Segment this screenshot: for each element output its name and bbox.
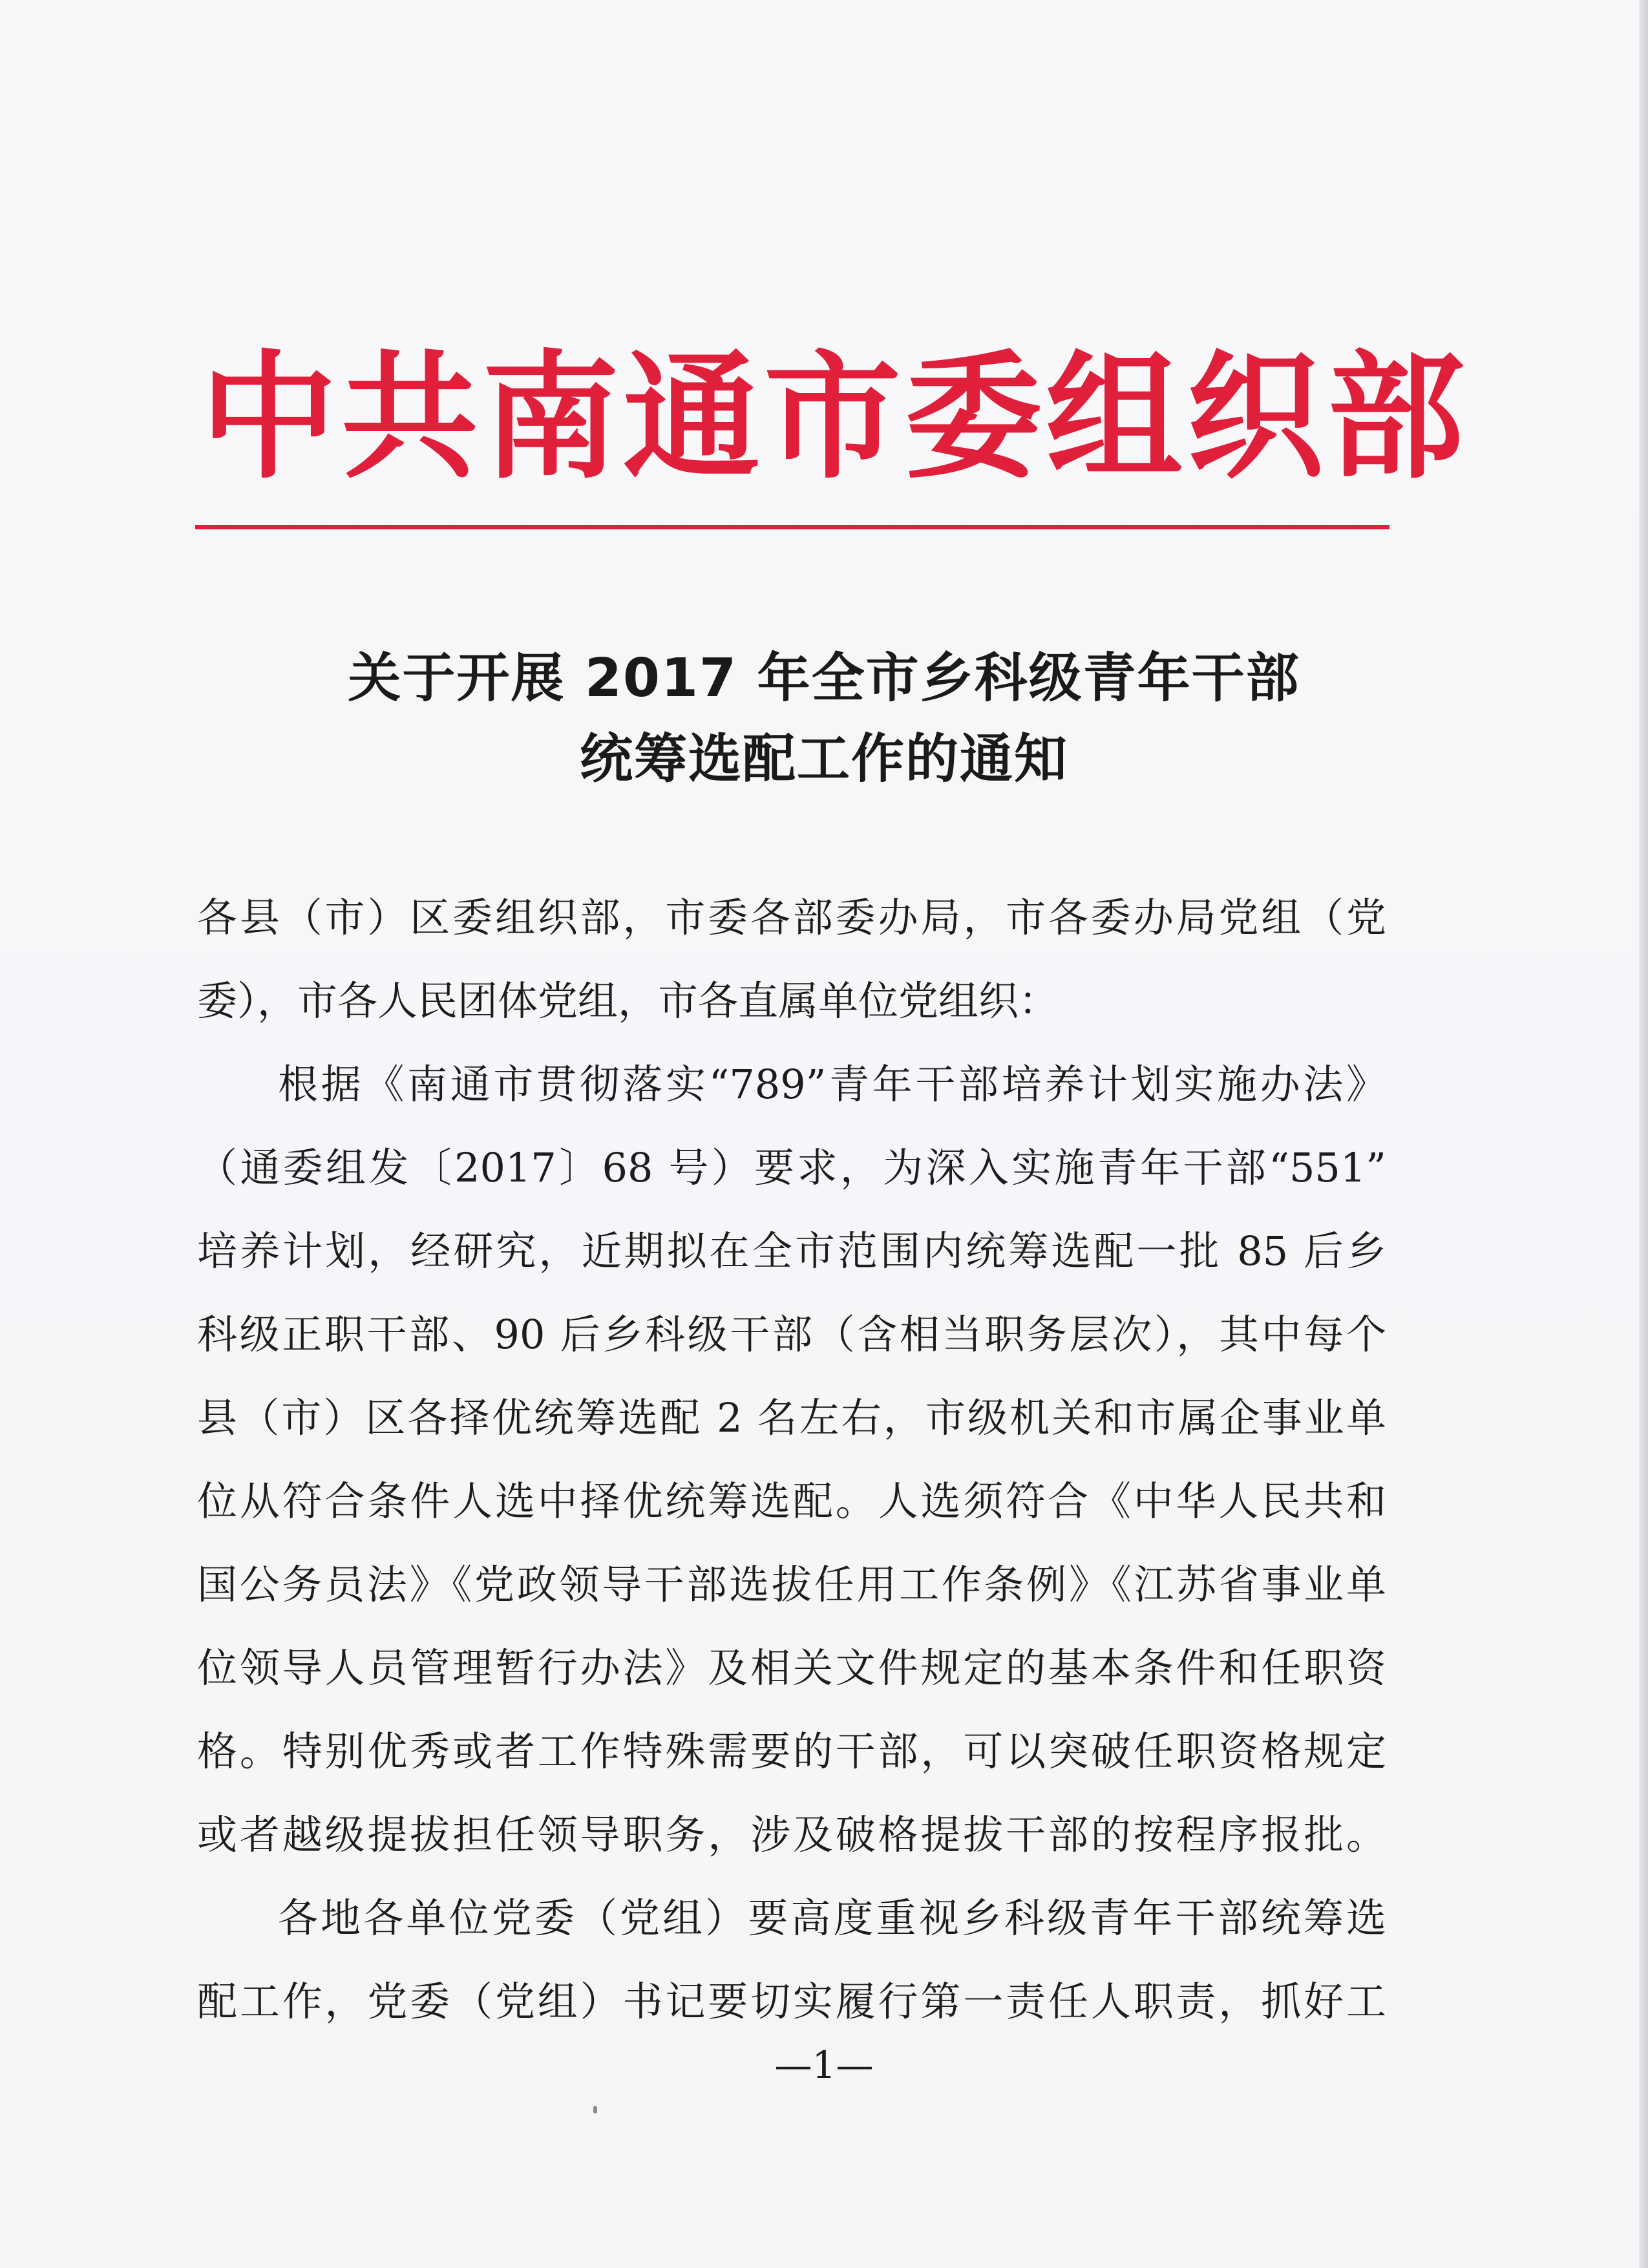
document-title-line-2: 统筹选配工作的通知 [579,728,1068,790]
body-line-9: 国公务员法》《党政领导干部选拔任用工作条例》《江苏省事业单 [197,1561,1386,1608]
body-line-13: 各地各单位党委（党组）要高度重视乡科级青年干部统筹选 [278,1894,1386,1942]
body-line-6: 科级正职干部、90 后乡科级干部（含相当职务层次），其中每个 [197,1311,1386,1358]
body-line-2: 委），市各人民团体党组，市各直属单位党组织： [197,977,1059,1024]
body-line-4: （通委组发〔2017〕68 号）要求，为深入实施青年干部“551” [197,1144,1386,1191]
body-line-14: 配工作，党委（党组）书记要切实履行第一责任人职责，抓好工 [197,1978,1386,2025]
body-line-5: 培养计划，经研究，近期拟在全市范围内统筹选配一批 85 后乡 [197,1227,1386,1275]
body-line-8: 位从符合条件人选中择优统筹选配。人选须符合《中华人民共和 [197,1478,1386,1525]
masthead-org-name: 中共南通市委组织部 [200,336,1468,497]
scan-speck [593,2106,597,2114]
page-number: —1— [774,2043,874,2087]
red-separator-rule [195,525,1389,529]
body-line-1: 各县（市）区委组织部，市委各部委办局，市各委办局党组（党 [197,894,1386,941]
body-line-11: 格。特别优秀或者工作特殊需要的干部，可以突破任职资格规定 [197,1728,1386,1775]
body-line-12: 或者越级提拔担任领导职务，涉及破格提拔干部的按程序报批。 [197,1811,1386,1858]
page-edge-shadow [1639,0,1648,2268]
body-line-3: 根据《南通市贯彻落实“789”青年干部培养计划实施办法》 [278,1061,1386,1108]
body-line-10: 位领导人员管理暂行办法》及相关文件规定的基本条件和任职资 [197,1644,1386,1691]
body-line-7: 县（市）区各择优统筹选配 2 名左右，市级机关和市属企事业单 [197,1394,1386,1441]
document-title-line-1: 关于开展 2017 年全市乡科级青年干部 [348,648,1300,709]
